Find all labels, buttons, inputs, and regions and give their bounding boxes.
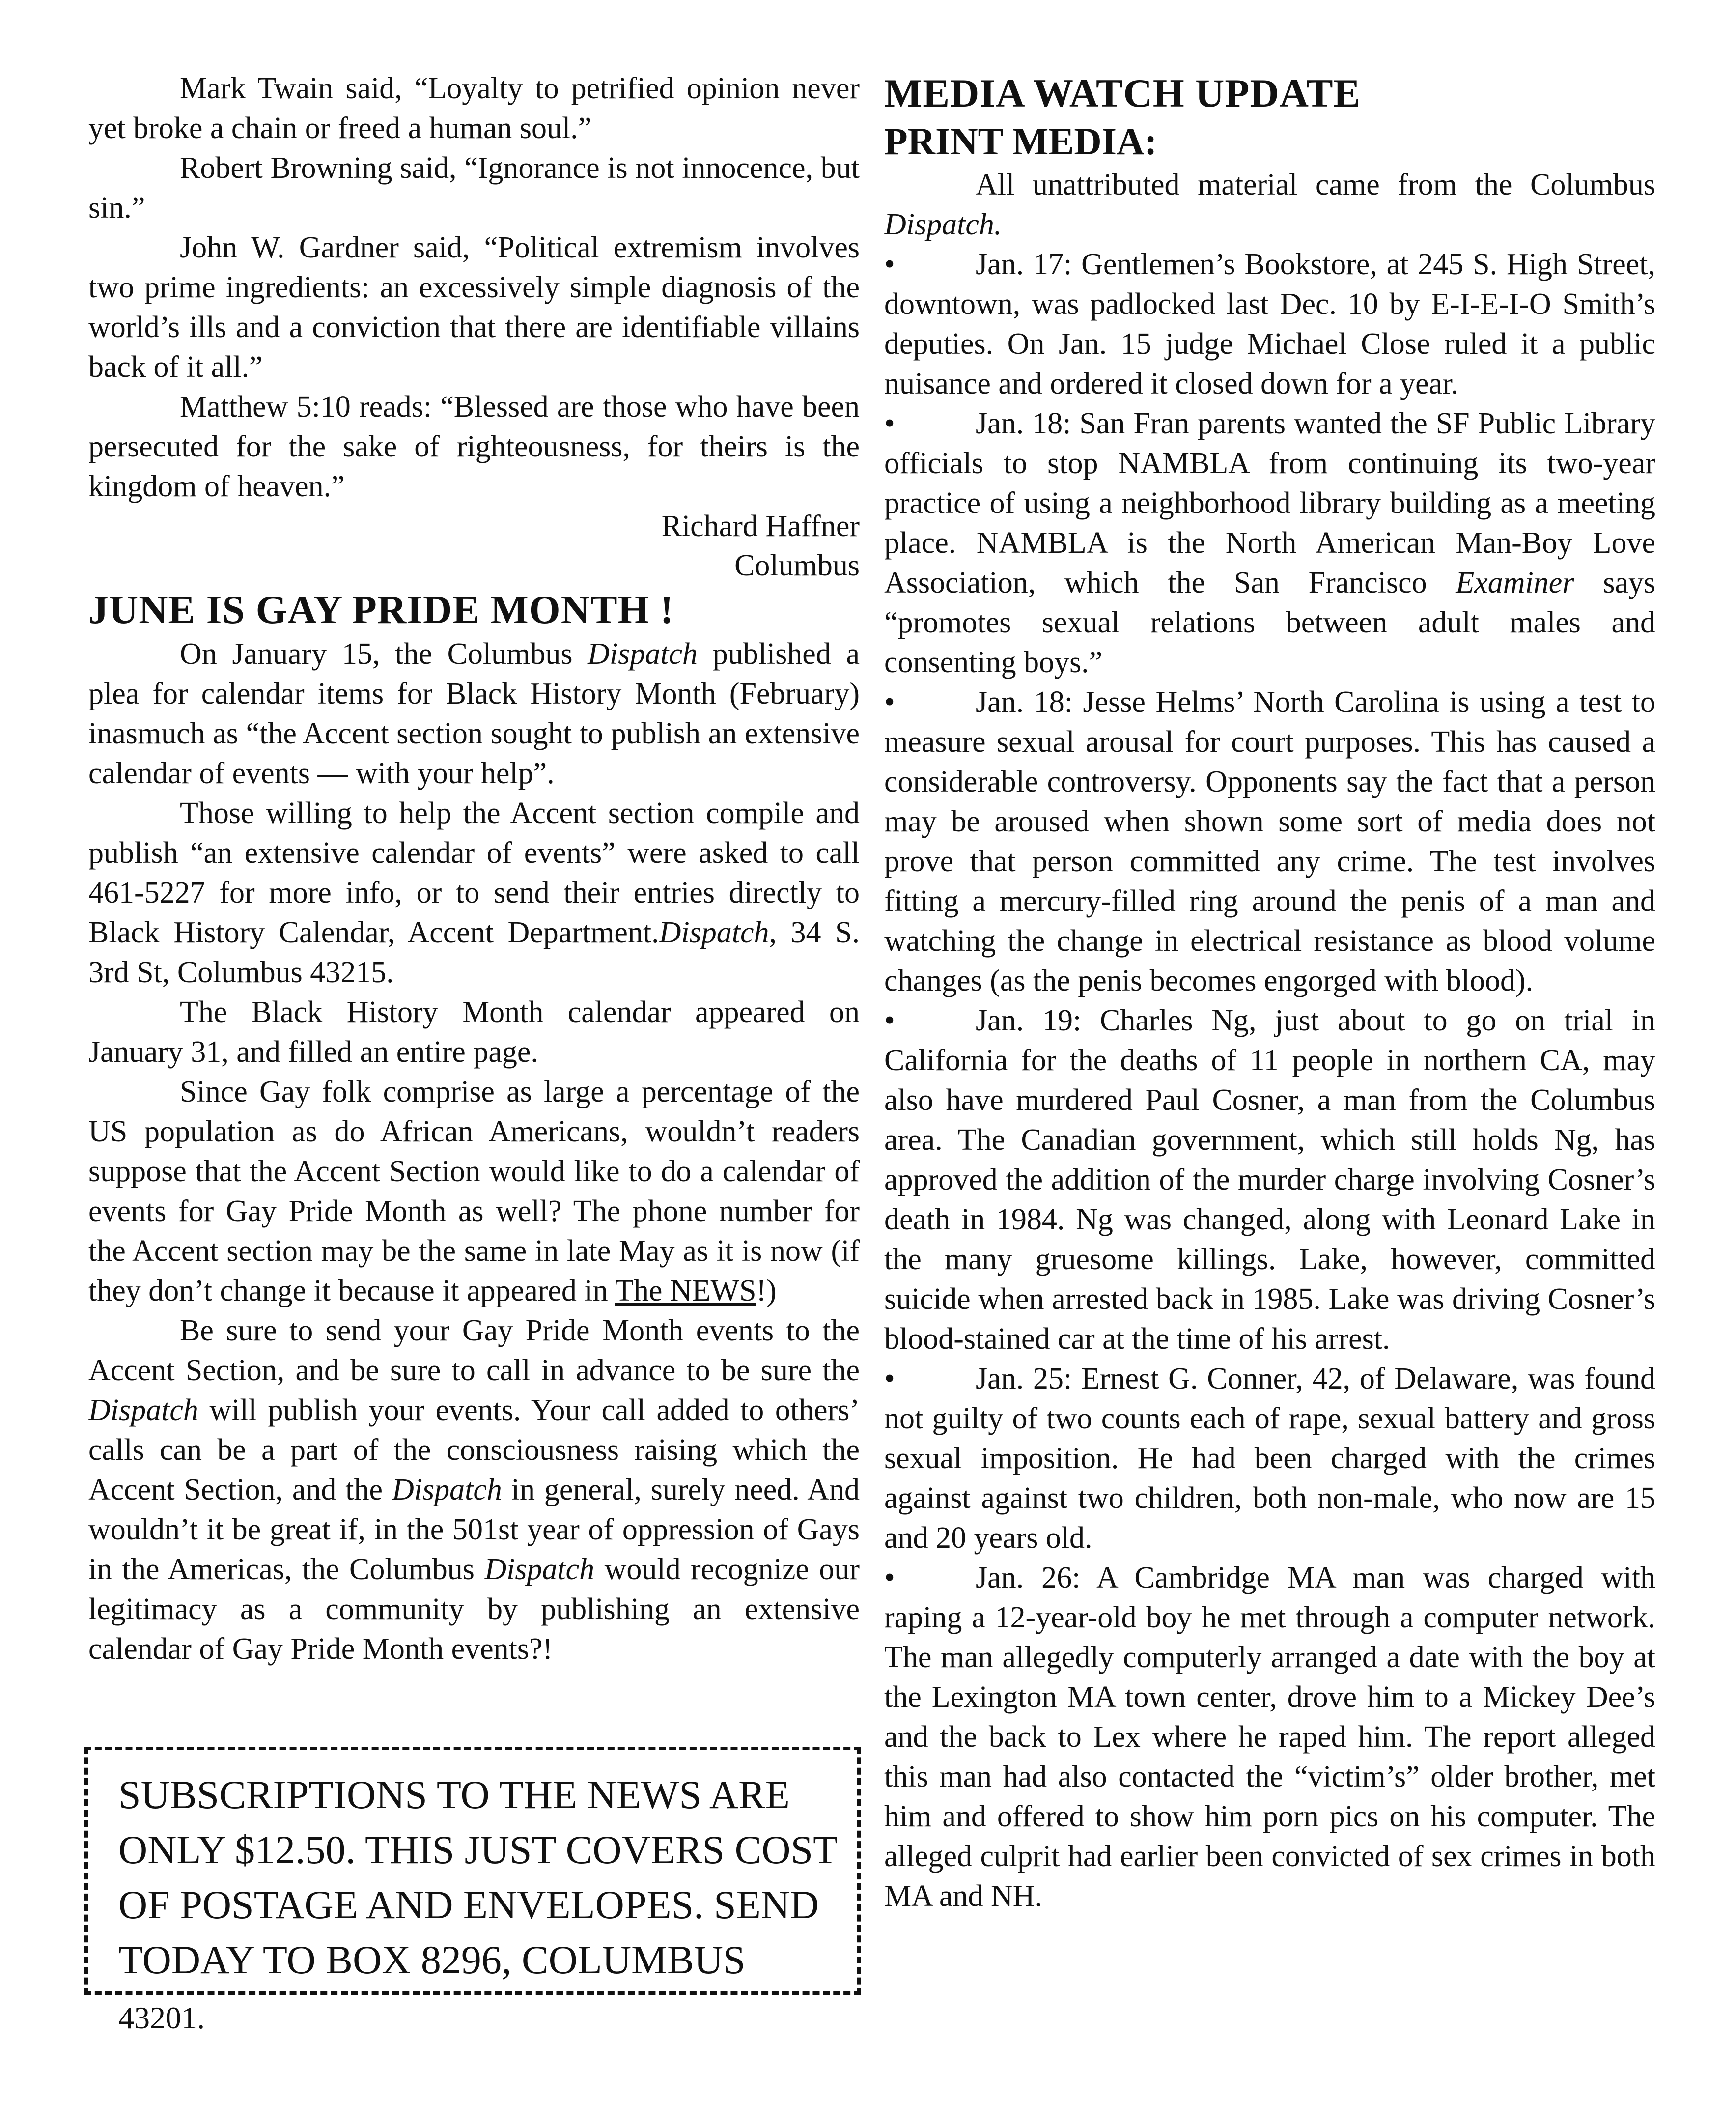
- the-news-reference: The NEWS: [615, 1274, 756, 1307]
- pride-month-headline: JUNE IS GAY PRIDE MONTH !: [88, 587, 674, 632]
- article-paragraph-2: Those willing to help the Accent section compile and publish “an extensive calendar of events” were asked to call 461-5227 for more info, or to send their entries directly to Black History Calendar, Accent Department.Dispatch, 34 S. 3rd St, Columbus 43215.: [88, 796, 860, 989]
- subscription-box: [84, 1747, 861, 2035]
- left-column: [88, 69, 860, 1669]
- media-item: Jan. 25: Ernest G. Conner, 42, of Delaware, was found not guilty of two counts each of rape, sexual battery and gross sexual imposition. He had been charged with the crimes against against two children, both non-male, who now are 15 and 20 years old.: [884, 1362, 1655, 1555]
- media-item: Jan. 18: San Fran parents wanted the SF Public Library officials to stop NAMBLA from continuing its two-year practice of using a neighborhood library building as a meeting place. NAMBLA is the North American Man-Boy Love Association, which the San Francisco Examiner says “promotes sexual relations between adult males and consenting boys.”: [884, 407, 1655, 679]
- media-intro: All unattributed material came from the Columbus Dispatch.: [884, 168, 1655, 241]
- media-item: Jan. 17: Gentlemen’s Bookstore, at 245 S. High Street, downtown, was padlocked last Dec. 10 by E-I-E-I-O Smith’s deputies. On Jan. 15 judge Michael Close ruled it a public nuisance and ordered it closed down for a year.: [884, 248, 1655, 400]
- article-paragraph-4: Since Gay folk comprise as large a percentage of the US population as do African Americans, wouldn’t readers suppose that the Accent Section would like to do a calendar of events for Gay Pride Month as well? The phone number for the Accent section may be the same in late May as it is now (if they don’t change it because it appeared in The NEWS!): [88, 1075, 860, 1307]
- signature-name: Richard Haffner: [661, 510, 860, 543]
- media-item: Jan. 26: A Cambridge MA man was charged with raping a 12-year-old boy he met through a computer network. The man allegedly computerly arranged a date with the boy at the Lexington MA town center, drove him to a Mickey Dee’s and the back to Lex where he raped him. The report alleged this man had also contacted the “victim’s” older brother, met him and offered to show him porn pics on his computer. The alleged culprit had earlier been convicted of sex crimes in both MA and NH.: [884, 1561, 1655, 1913]
- signature-city: Columbus: [734, 549, 860, 582]
- media-watch-headline: MEDIA WATCH UPDATE: [884, 71, 1361, 115]
- article-paragraph-3: The Black History Month calendar appeared on January 31, and filled an entire page.: [88, 995, 860, 1069]
- quote-browning: Robert Browning said, “Ignorance is not innocence, but sin.”: [88, 151, 860, 225]
- quote-matthew: Matthew 5:10 reads: “Blessed are those who have been persecuted for the sake of righteousness, for theirs is the kingdom of heaven.”: [88, 390, 860, 503]
- right-column: [884, 69, 1655, 1916]
- quote-twain: Mark Twain said, “Loyalty to petrified opinion never yet broke a chain or freed a human soul.”: [88, 72, 860, 145]
- subscription-text: SUBSCRIPTIONS TO THE NEWS ARE ONLY $12.50. THIS JUST COVERS COST OF POSTAGE AND ENVELOPES. SEND TODAY TO BOX 8296, COLUMBUS 43201.: [118, 1772, 838, 2035]
- media-item: Jan. 18: Jesse Helms’ North Carolina is using a test to measure sexual arousal for court purposes. This has caused a considerable controversy. Opponents say the fact that a person may be aroused when shown some sort of media does not prove that person committed any crime. The test involves fitting a mercury-filled ring around the penis of a man and watching the change in electrical resistance as blood volume changes (as the penis becomes engorged with blood).: [884, 685, 1655, 997]
- media-item: Jan. 19: Charles Ng, just about to go on trial in California for the deaths of 11 people in northern CA, may also have murdered Paul Cosner, a man from the Columbus area. The Canadian government, which still holds Ng, has approved the addition of the murder charge involving Cosner’s death in 1984. Ng was changed, along with Leonard Lake in the many gruesome killings. Lake, however, committed suicide when arrested back in 1985. Lake was driving Cosner’s blood-stained car at the time of his arrest.: [884, 1004, 1655, 1356]
- quote-gardner: John W. Gardner said, “Political extremism involves two prime ingredients: an excessively simple diagnosis of the world’s ills and a conviction that there are identifiable villains back of it all.”: [88, 231, 860, 384]
- article-paragraph-1: On January 15, the Columbus Dispatch published a plea for calendar items for Black History Month (February) inasmuch as “the Accent section sought to publish an extensive calendar of events — with your help”.: [88, 637, 860, 790]
- article-paragraph-5: Be sure to send your Gay Pride Month events to the Accent Section, and be sure to call in advance to be sure the Dispatch will publish your events. Your call added to others’ calls can be a part of the consciousness raising which the Accent Section, and the Dispatch in general, surely need. And wouldn’t it be great if, in the 501st year of oppression of Gays in the Americas, the Columbus Dispatch would recognize our legitimacy as a community by publishing an extensive calendar of Gay Pride Month events?!: [88, 1314, 860, 1666]
- print-media-subhead: PRINT MEDIA:: [884, 120, 1157, 163]
